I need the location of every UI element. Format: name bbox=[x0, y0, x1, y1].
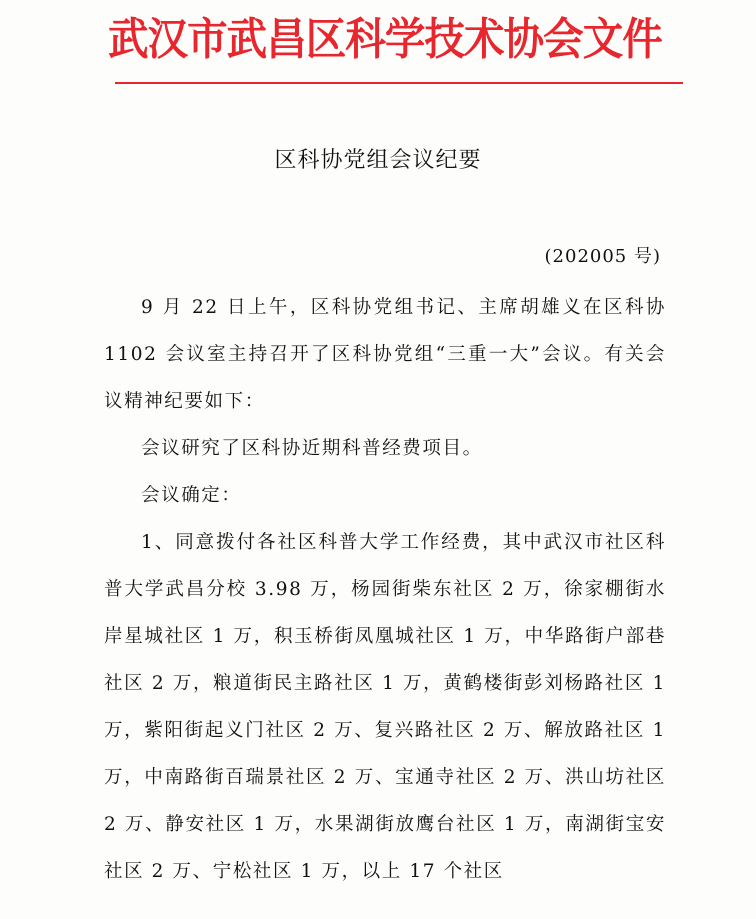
body-paragraph-intro: 9 月 22 日上午，区科协党组书记、主席胡雄义在区科协 1102 会议室主持召开了区科协党组“三重一大”会议。有关会议精神纪要如下： bbox=[104, 297, 666, 412]
body-paragraph-decision: 会议确定： bbox=[141, 485, 242, 506]
org-header-title: 武汉市武昌区科学技术协会文件 bbox=[108, 14, 662, 65]
body-paragraph-item-1: 1、同意拨付各社区科普大学工作经费，其中武汉市社区科普大学武昌分校 3.98 万，杨园街柴东社区 2 万，徐家棚街水岸星城社区 1 万，积玉桥街凤凰城社区 1 万，中华路街户部巷社区 2 万，粮道街民主路社区 1 万，黄鹤楼街彭刘杨路社区 1 万，紫阳街起义门社区 2 万、复兴路社区 2 万、解放路社区 1 万，中南路街百瑞景社区 2 万、宝通寺社区 2 万、洪山坊社区 2 万、静安社区 1 万，水果湖街放鹰台社区 1 万，南湖街宝安社区 2 万、宁松社区 1 万，以上 17 个社区 bbox=[104, 532, 666, 882]
body-paragraph-study: 会议研究了区科协近期科普经费项目。 bbox=[141, 438, 483, 459]
document-title: 区科协党组会议纪要 bbox=[274, 148, 482, 173]
document-body bbox=[104, 284, 666, 895]
document-number: (202005 号) bbox=[544, 246, 661, 267]
header-red-rule bbox=[115, 82, 683, 84]
